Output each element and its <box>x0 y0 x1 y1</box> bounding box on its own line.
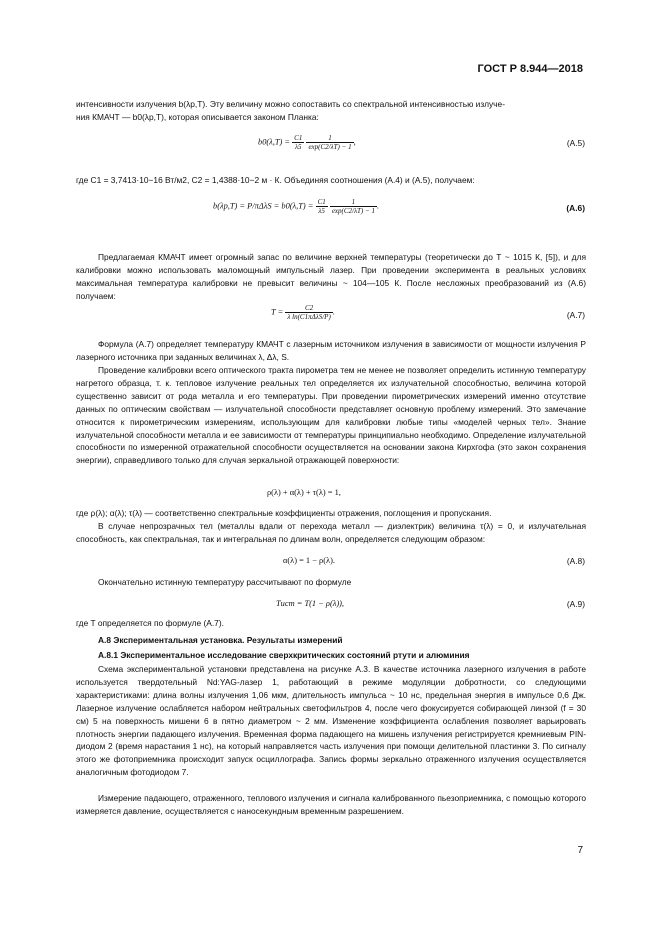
paragraph <box>76 617 586 630</box>
equation-a6: b(λp,T) = P/πΔλS = b0(λ,T) = $\frac{C1}{\lambda 5}$ $\frac{1}{\exp(C2/\lambda T) - 1}$ . <box>213 198 380 215</box>
equation-number: (A.9) <box>566 599 585 609</box>
paragraph-5: В случае непрозрачных тел (металлы вдали от перехода металл — диэлектрик) величина τ(λ) = 0, и излучательная способность, как спектральная, так и интегральная по длинам волн, определяется следующим образом: <box>76 521 586 544</box>
document-header: ГОСТ Р 8.944—2018 <box>477 63 583 75</box>
paragraph-3: Проведение калибровки всего оптического тракта пирометра тем не менее не позволяет определить истинную температуру нагретого образца, т. к. тепловое излучение реальных тел определяется их излучательной способностью, величина которой существенно зависит от рода металла и его температуры. При проведении пирометрических измерений именно отсутствие данных по оптическим свойствам — излучательной способности представляет основную проблему измерений. Это замечание относится к пирометрическим измерениям, использующим для калибровки любые типы «моделей черных тел». Знание излучательной способности металла и ее зависимости от температуры принципиально необходимо. Определение излучательной способности по измеренной отражательной способности осуществляется на основании закона Кирхгофа (это закон сохранения энергии), справедливого только для случая зеркальной отражающей поверхности: <box>76 365 586 466</box>
paragraph-9: Измерение падающего, отраженного, теплового излучения и сигнала калиброванного пьезоприемника, с помощью которого измеряется давление, осуществляется с наносекундным временным разрешением. <box>76 793 586 816</box>
eq-a7-left: T = <box>271 307 284 317</box>
paragraph-6: Окончательно истинную температуру рассчитывают по формуле <box>98 577 352 587</box>
eq-a5-left: b0(λ,T) = <box>258 137 291 147</box>
equation-number: (A.8) <box>566 556 585 566</box>
equation-a7: T = $\frac{C2}{\text{λ ln(C1πΔλS/P)}}$ . <box>271 304 335 321</box>
eq-a6-frac1: $\frac{C1}{\lambda 5}$ <box>317 198 326 215</box>
equation-number: (A.6) <box>566 203 585 213</box>
text-line <box>76 98 586 124</box>
equation-kirchhoff: ρ(λ) + α(λ) + τ(λ) = 1, <box>267 488 341 497</box>
paragraph-8: Схема экспериментальной установки представлена на рисунке A.3. В качестве источника лазерного излучения в работе используется твердотельный Nd:YAG-лазер 1, работающий в режиме модуляции добротности, со следующими характеристиками: длина волны излучения 1,06 мкм, длительность импульса ~ 10 нс, предельная энергия в импульсе 0,6 Дж. Лазерное излучение ослабляется набором нейтральных светофильтров 4, после чего фокусируется собирающей линзой (f = 30 см) 5 на поверхность мишени 6 в пятно диаметром ~ 2 мм. Изменение коэффициента ослабления позволяет варьировать плотность энергии падающего излучения. Временная форма падающего на мишень излучения регистрируется кремниевым PIN-диодом 2 (время нарастания 1 нс), на который направляется часть излучения при помощи делительной пластинки 3. По сигналу этого же фотоприемника происходит запуск осциллографа. Запись формы зеркально отраженного излучения осуществляется аналогичным фотодиодом 7. <box>76 664 586 778</box>
page-number: 7 <box>577 845 583 856</box>
heading-a81: A.8.1 Экспериментальное исследование сверхкритических состояний ртути и алюминия <box>98 650 470 660</box>
line-3: где C1 = 3,7413·10−16 Вт/м2, C2 = 1,4388·10−2 м · К. Объединяя соотношения (A.4) и (A.5), получаем: <box>76 175 475 185</box>
equation-number: (A.7) <box>566 310 585 320</box>
eq-a6-frac2: $\frac{1}{\exp(C2/\lambda T) - 1}$ <box>331 198 375 215</box>
paragraph <box>76 576 586 589</box>
paragraph-1: Предлагаемая КМАЧТ имеет огромный запас по величине верхней температуры (теоретически до Т ~ 1015 К, [5]), и для калибровки можно использовать маломощный импульсный лазер. При проведении эксперимента в реальных условиях максимальная температура калибровки не превысит величины ~ 104—105 К. После несложных преобразований из (A.6) получаем: <box>76 252 586 301</box>
paragraph-2: Формула (A.7) определяет температуру КМАЧТ с лазерным источником излучения в зависимости от мощности излучения P лазерного источника при заданных величинах λ, Δλ, S. <box>76 339 586 362</box>
eq-a5-frac1: $\frac{C1}{\lambda 5}$ <box>294 134 303 151</box>
eq-a7-frac: $\frac{C2}{\text{λ ln(C1πΔλS/P)}}$ <box>287 304 331 321</box>
paragraph <box>76 251 586 303</box>
section-heading-a8 <box>98 634 586 647</box>
section-heading-a81 <box>98 649 586 662</box>
text-block <box>76 174 586 187</box>
eq-a5-frac2: $\frac{1}{\exp(C2/\lambda T) - 1}$ <box>308 134 352 151</box>
paragraph <box>76 507 586 520</box>
paragraph <box>76 520 586 546</box>
heading-a8: A.8 Экспериментальная установка. Результаты измерений <box>98 635 343 645</box>
paragraph <box>76 338 586 364</box>
paragraph <box>76 663 586 779</box>
eq-a6-left: b(λp,T) = P/πΔλS = b0(λ,T) = <box>213 201 314 211</box>
line-1: интенсивности излучения b(λp,T). Эту величину можно сопоставить со спектральной интенсивностью излуче- <box>76 99 505 109</box>
equation-number: (A.5) <box>566 138 585 148</box>
equation-a5: b0(λ,T) = $\frac{C1}{\lambda 5}$ $\frac{1}{\exp(C2/\lambda T) - 1}$ , <box>258 134 356 151</box>
paragraph-7: где T определяется по формуле (A.7). <box>76 618 224 628</box>
paragraph <box>76 792 586 818</box>
paragraph-4: где ρ(λ); α(λ); τ(λ) — соответственно спектральные коэффициенты отражения, поглощения и пропускания. <box>76 508 492 518</box>
line-2: ния КМАЧТ — b0(λp,T), которая описывается законом Планка: <box>76 111 319 122</box>
equation-a8: α(λ) = 1 − ρ(λ). <box>283 556 335 565</box>
equation-a9: Tист = T(1 − ρ(λ)), <box>276 599 345 608</box>
paragraph <box>76 364 586 467</box>
